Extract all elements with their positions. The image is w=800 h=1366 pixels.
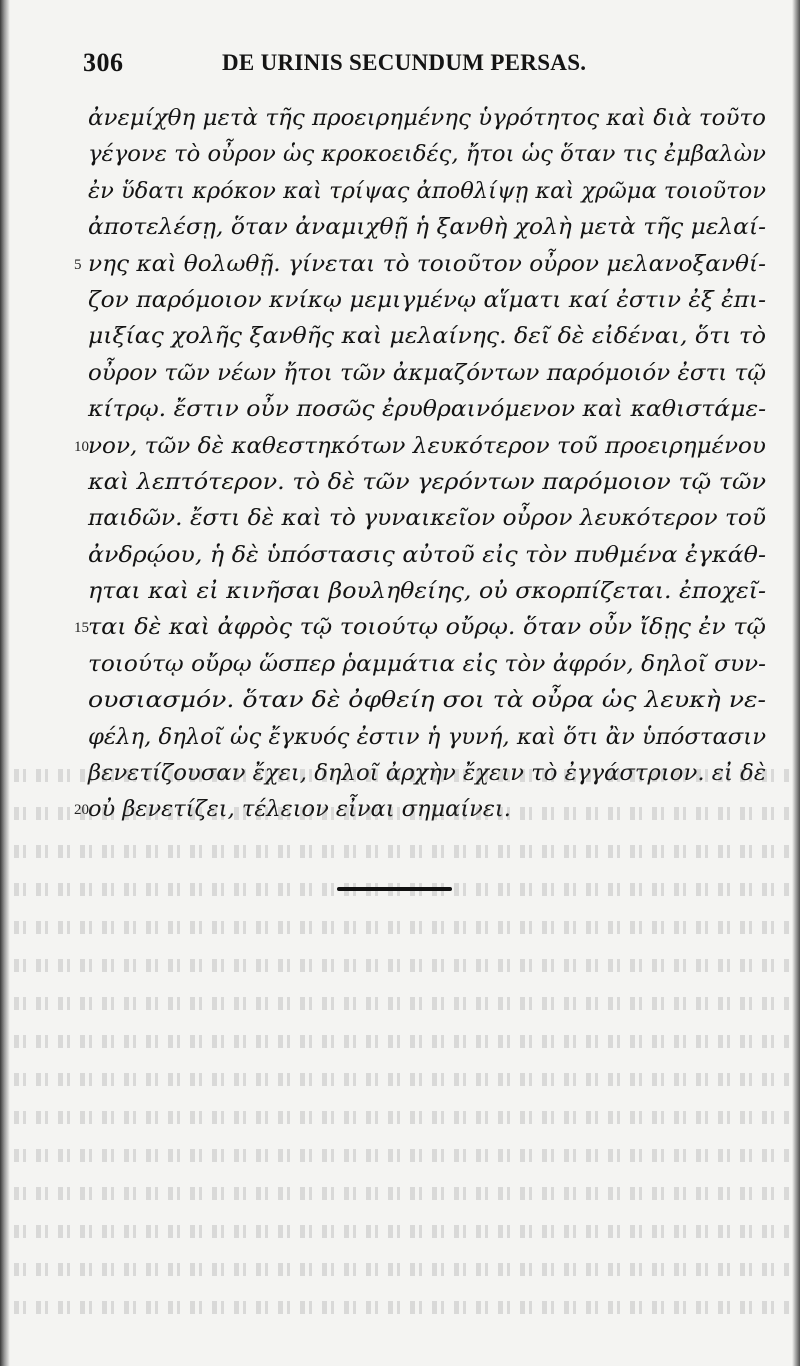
line-text: βενετίζουσαν ἔχει, δηλοῖ ἀρχὴν ἔχειν τὸ ἐγγάστριον. εἰ δὲ	[88, 760, 767, 787]
line-text: ἀνδρῴου, ἡ δὲ ὑπόστασις αὐτοῦ εἰς τὸν πυθμένα ἐγκάθ-	[88, 541, 766, 568]
running-head: DE URINIS SECUNDUM PERSAS.	[222, 50, 587, 75]
page-number: 306	[83, 48, 124, 77]
line-number: 20	[74, 802, 89, 819]
page-gutter-shadow	[0, 0, 10, 1366]
line-text: ζον παρόμοιον κνίκῳ μεμιγμένῳ αἵματι καί ἐστιν ἐξ ἐπι-	[88, 286, 767, 313]
text-line	[88, 282, 766, 318]
line-text: φέλη, δηλοῖ ὡς ἔγκυός ἐστιν ἡ γυνή, καὶ ὅτι ἂν ὑπόστασιν	[88, 723, 767, 750]
line-number: 5	[74, 256, 82, 273]
line-text: παιδῶν. ἔστι δὲ καὶ τὸ γυναικεῖον οὖρον λευκότερον τοῦ	[88, 505, 767, 532]
text-line	[88, 355, 766, 391]
show-through-from-reverse-page	[14, 752, 790, 1352]
text-line	[88, 100, 766, 136]
line-text: καὶ λεπτότερον. τὸ δὲ τῶν γερόντων παρόμοιον τῷ τῶν	[88, 468, 767, 495]
line-text: νης καὶ θολωθῇ. γίνεται τὸ τοιοῦτον οὖρον μελανοξανθί-	[88, 250, 766, 277]
line-text: ἐν ὕδατι κρόκον καὶ τρίψας ἀποθλίψῃ καὶ χρῶμα τοιοῦτον	[88, 177, 766, 204]
line-text: οὖρον τῶν νέων ἤτοι τῶν ἀκμαζόντων παρόμοιόν ἐστι τῷ	[88, 359, 766, 386]
text-line	[88, 464, 766, 500]
text-line	[88, 573, 766, 609]
line-text: μιξίας χολῆς ξανθῆς καὶ μελαίνης. δεῖ δὲ εἰδέναι, ὅτι τὸ	[88, 323, 767, 350]
text-line	[88, 209, 766, 245]
text-line	[88, 682, 766, 718]
text-line	[88, 136, 766, 172]
text-line	[88, 646, 766, 682]
text-line	[74, 609, 766, 645]
line-text: κίτρῳ. ἔστιν οὖν ποσῶς ἐρυθραινόμενον καὶ καθιστάμε-	[88, 396, 767, 423]
greek-text-block	[74, 100, 767, 828]
line-number: 15	[74, 620, 89, 637]
line-number: 10	[74, 438, 89, 455]
line-text: νον, τῶν δὲ καθεστηκότων λευκότερον τοῦ προειρημένου	[88, 432, 766, 459]
line-text: οὐ βενετίζει, τέλειον εἶναι σημαίνει.	[88, 796, 511, 823]
text-line	[88, 173, 766, 209]
line-text: ται δὲ καὶ ἀφρὸς τῷ τοιούτῳ οὔρῳ. ὅταν οὖν ἴδῃς ἐν τῷ	[88, 614, 766, 641]
line-text: ουσιασμόν. ὅταν δὲ ὀφθείη σοι τὰ οὖρα ὡς λευκὴ νε-	[88, 687, 767, 714]
text-line	[88, 391, 766, 427]
text-line	[74, 428, 766, 464]
text-line	[74, 246, 766, 282]
line-text: γέγονε τὸ οὖρον ὡς κροκοειδές, ἤτοι ὡς ὅταν τις ἐμβαλὼν	[88, 141, 766, 168]
text-line	[88, 755, 766, 791]
text-line	[74, 791, 766, 827]
line-text: ηται καὶ εἰ κινῆσαι βουληθείης, οὐ σκορπίζεται. ἐποχεῖ-	[88, 578, 767, 605]
text-line	[88, 500, 766, 536]
line-text: τοιούτῳ οὔρῳ ὥσπερ ῥαμμάτια εἰς τὸν ἀφρόν, δηλοῖ συν-	[88, 650, 766, 677]
section-end-rule	[337, 887, 452, 891]
line-text: ἀνεμίχθη μετὰ τῆς προειρημένης ὑγρότητος καὶ διὰ τοῦτο	[88, 105, 766, 131]
text-line	[88, 719, 766, 755]
text-line	[88, 537, 766, 573]
page-edge-shadow	[792, 0, 800, 1366]
line-text: ἀποτελέσῃ, ὅταν ἀναμιχθῇ ἡ ξανθὴ χολὴ μετὰ τῆς μελαί-	[88, 214, 767, 241]
text-line	[88, 318, 766, 354]
